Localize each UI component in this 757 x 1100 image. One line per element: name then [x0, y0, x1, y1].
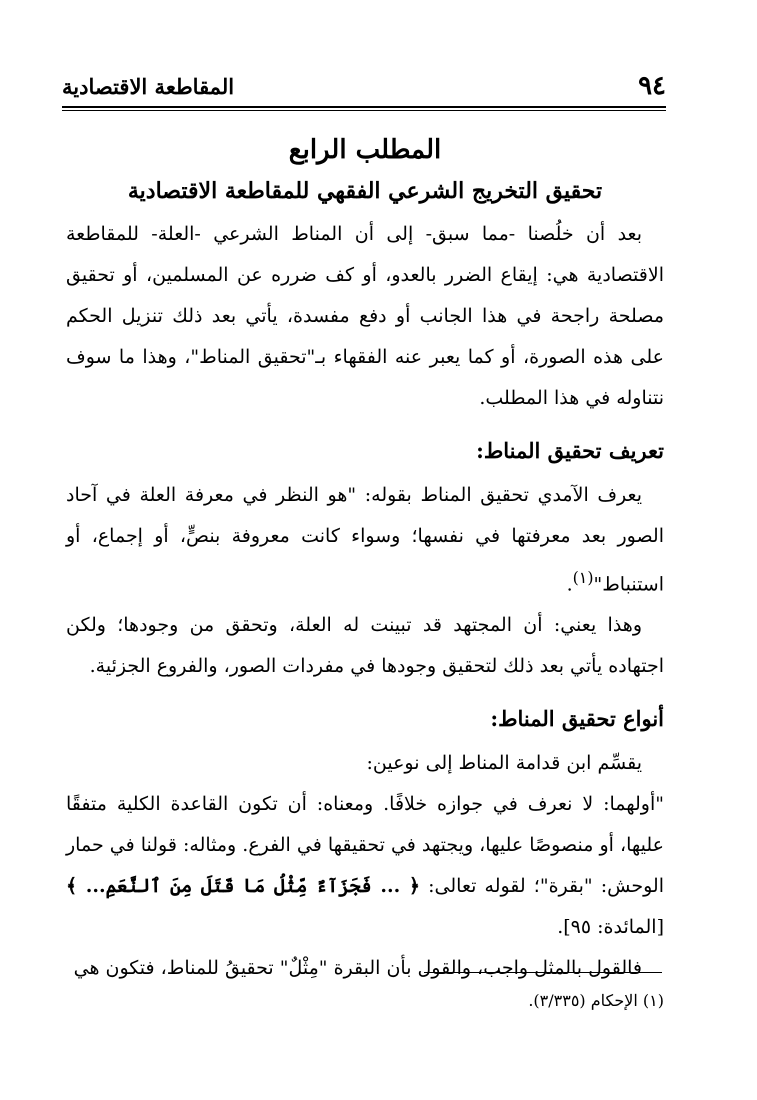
- definition-heading: تعريف تحقيق المناط:: [476, 438, 664, 463]
- meaning-paragraph: وهذا يعني: أن المجتهد قد تبينت له العلة، وتحقق من وجودها؛ ولكن اجتهاده يأتي بعد ذلك لتحقيق وجودها في مفردات الصور، والفروع الجزئية.: [66, 614, 664, 678]
- section-subtitle: تحقيق التخريج الشرعي الفقهي للمقاطعة الاقتصادية: [127, 178, 603, 204]
- header-divider-thin: [62, 110, 666, 111]
- verse-reference: [المائدة: ٩٥].: [557, 916, 664, 939]
- footnote: (١) الإحكام (٣/٣٣٥).: [528, 991, 664, 1010]
- running-title: المقاطعة الاقتصادية: [62, 73, 235, 99]
- first-type-paragraph: [66, 784, 664, 948]
- types-intro: يقسِّم ابن قدامة المناط إلى نوعين:: [366, 752, 642, 775]
- intro-paragraph: بعد أن خلُصنا -مما سبق- إلى أن المناط الشرعي -العلة- للمقاطعة الاقتصادية هي: إيقاع الضرر بالعدو، أو كف ضرره عن المسلمين، أو تحقيق مصلحة راجحة في هذا الجانب أو دفع مفسدة، يأتي بعد ذلك تنزيل الحكم على هذه الصورة، أو كما يعبر عنه الفقهاء بـ"تحقيق المناط"، وهذا ما سوف نتناوله في هذا المطلب.: [66, 223, 664, 409]
- last-paragraph: فالقول بالمثل واجب، والقول بأن البقرة "مِثْلٌ" تحقيقُ للمناط، فتكون هي: [73, 957, 642, 980]
- definition-end: .: [566, 573, 573, 596]
- footnote-reference[interactable]: (١): [572, 568, 594, 587]
- page-header: [62, 66, 666, 106]
- first-type-text: "أولهما: لا نعرف في جوازه خلافًا. ومعناه: أن تكون القاعدة الكلية متفقًا عليها، أو منصوصًا عليها، ويجتهد في تحقيقها في الفرع. ومثاله: قولنا في حمار الوحش: "بقرة"؛ لقوله تعالى:: [66, 793, 665, 898]
- header-divider: [62, 106, 666, 108]
- footnote-divider: [424, 972, 662, 973]
- page-number: ٩٤: [638, 71, 666, 101]
- definition-paragraph: [66, 475, 664, 605]
- main-content: [66, 128, 664, 989]
- definition-text: يعرف الآمدي تحقيق المناط بقوله: "هو النظر في معرفة العلة في آحاد الصور بعد معرفتها في نفسها؛ وسواء كانت معروفة بنصٍّ، أو إجماع، أو استنباط": [66, 484, 664, 596]
- types-heading: أنواع تحقيق المناط:: [490, 706, 664, 732]
- quran-verse: ﴿ ... فَجَزَآءٌ مِّثْلُ مَا قَتَلَ مِنَ ٱلنَّعَمِ... ﴾: [66, 875, 421, 898]
- section-title: المطلب الرابع: [288, 135, 442, 165]
